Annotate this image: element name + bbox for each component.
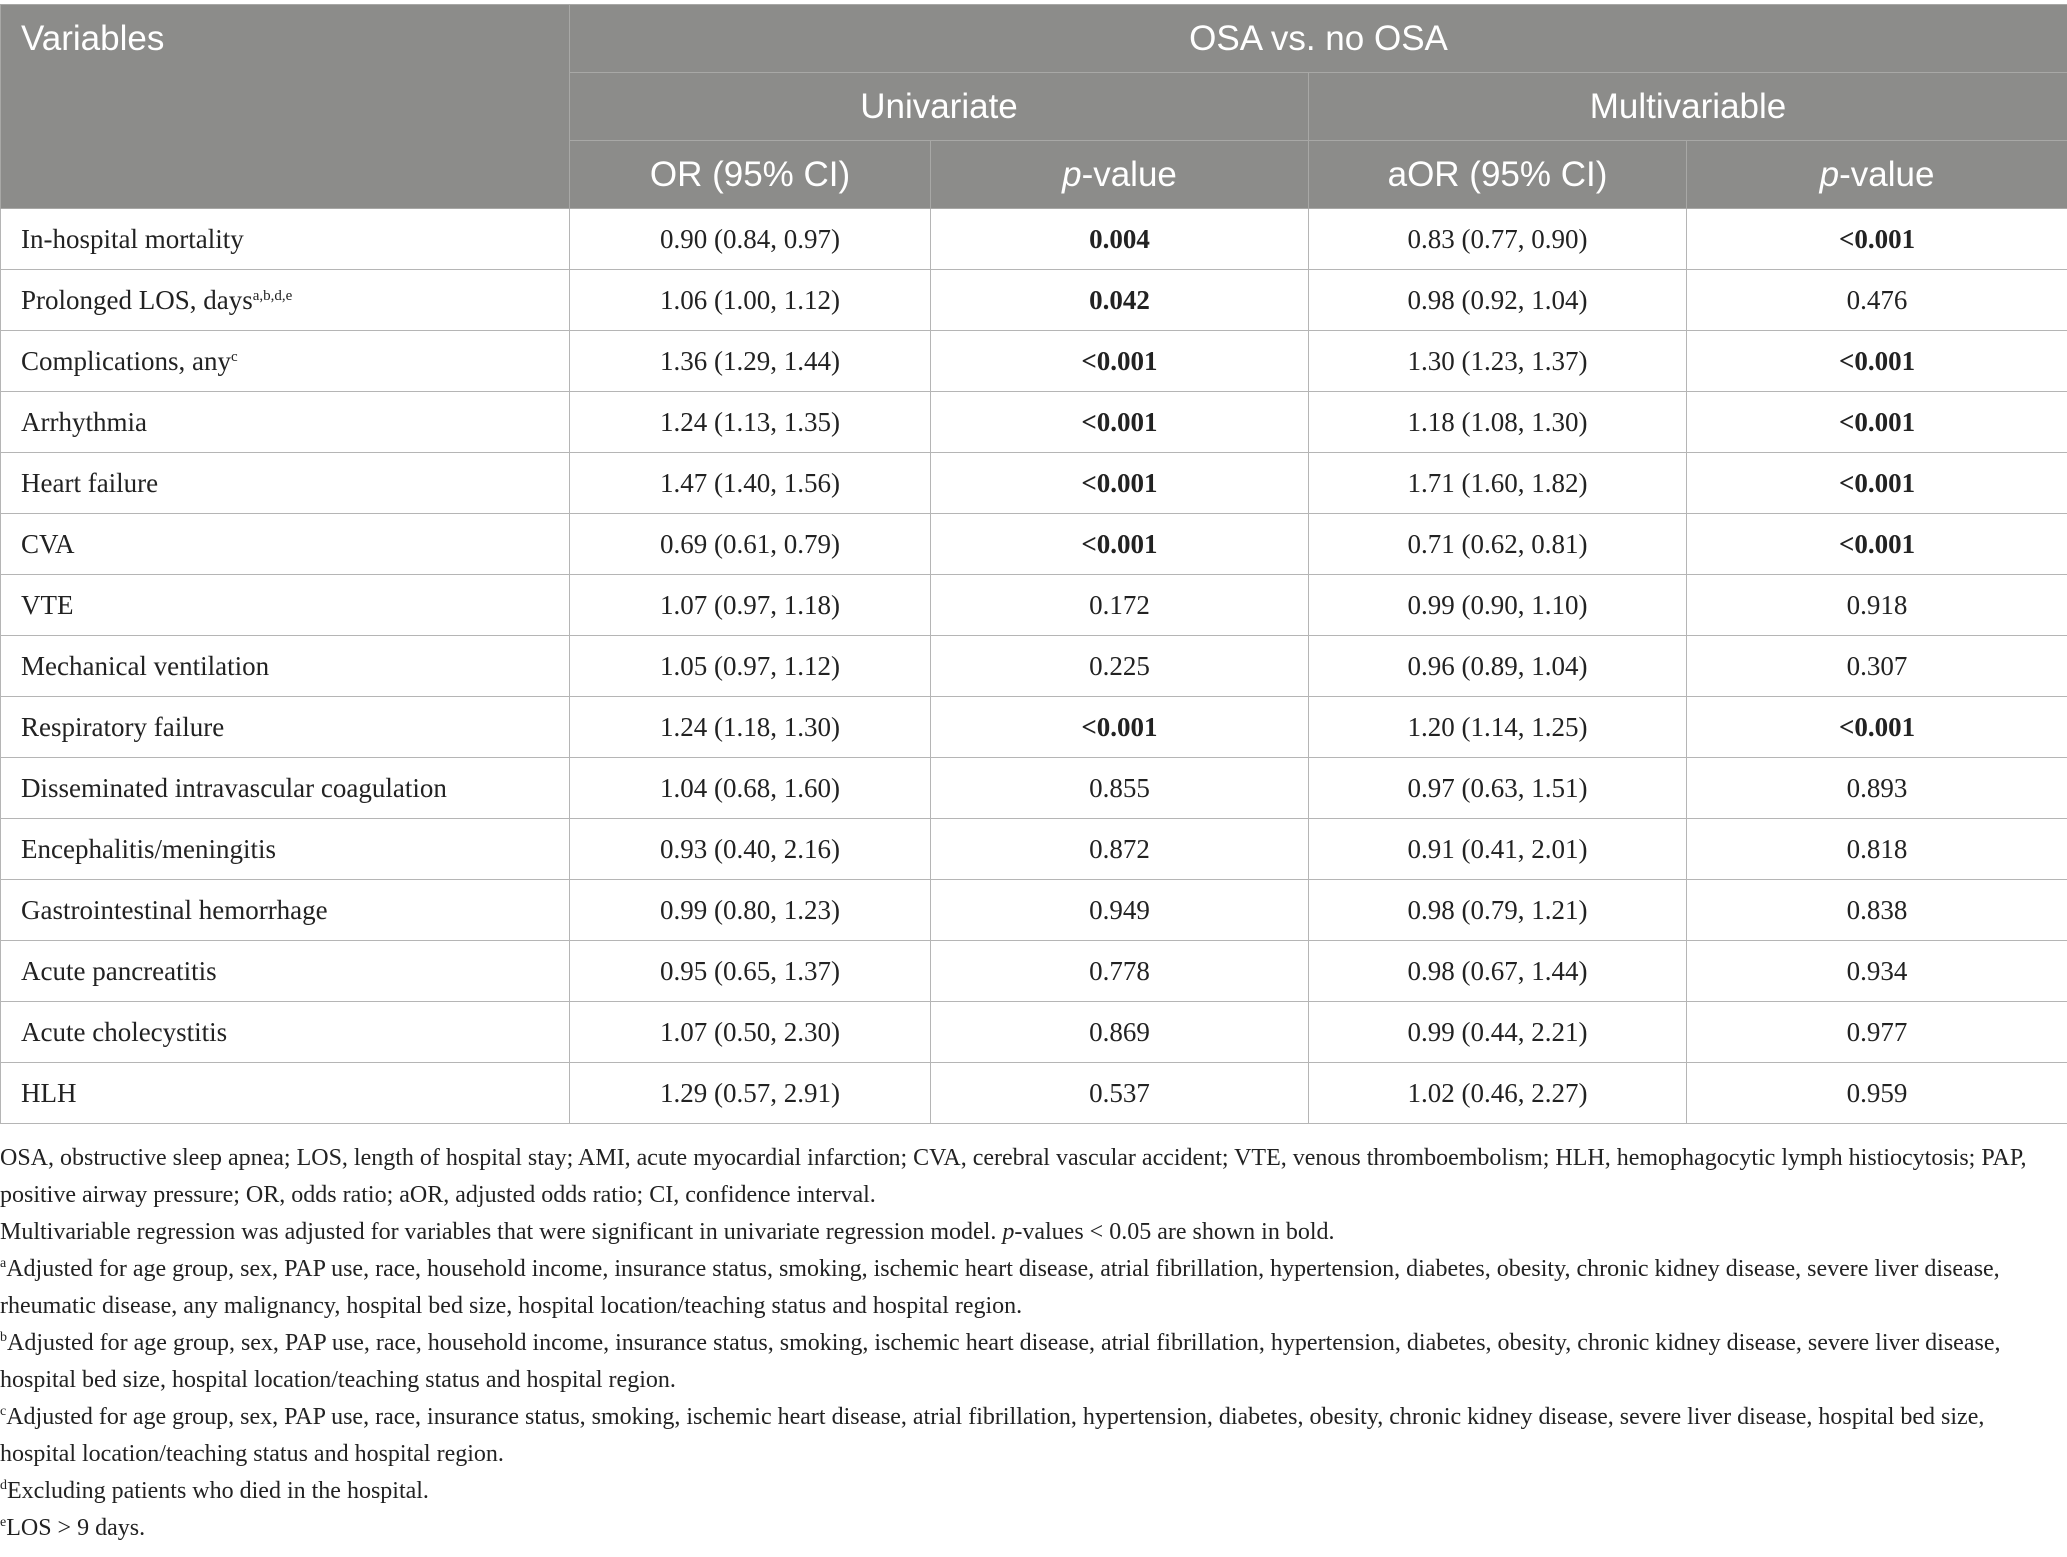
variable-cell: Complications, any$^c$ (1, 331, 570, 392)
univariate-p-value-cell: <0.001 (931, 697, 1309, 758)
variable-cell: CVA (1, 514, 570, 575)
footnote-b: $^b$Adjusted for age group, sex, PAP use, race, household income, insurance status, smoking, ischemic heart disease, atrial fibrillation, hypertension, diabetes, obesity, chronic kidney disease, severe liver disease, hospital bed size, hospital location/teaching status and hospital region. (0, 1330, 2001, 1393)
table-row (1, 331, 2067, 392)
aor-ci-header: aOR (95% CI) (1309, 141, 1687, 209)
univariate-p-value-cell: 0.004 (931, 209, 1309, 270)
or-ci-cell: 0.99 (0.80, 1.23) (570, 880, 931, 941)
table-row (1, 880, 2067, 941)
variable-cell: Respiratory failure (1, 697, 570, 758)
table-row (1, 575, 2067, 636)
aor-ci-cell: 0.99 (0.44, 2.21) (1309, 1002, 1687, 1063)
univariate-p-value-cell: 0.869 (931, 1002, 1309, 1063)
footnote-d: $^d$Excluding patients who died in the hospital. (0, 1478, 429, 1504)
aor-ci-cell: 0.97 (0.63, 1.51) (1309, 758, 1687, 819)
aor-ci-cell: 0.98 (0.92, 1.04) (1309, 270, 1687, 331)
regression-note: Multivariable regression was adjusted for variables that were significant in univariate regression model. p-values < 0.05 are shown in bold. (0, 1219, 1335, 1245)
or-ci-cell: 1.07 (0.97, 1.18) (570, 575, 931, 636)
multivariable-p-value-cell: <0.001 (1687, 453, 2067, 514)
or-ci-cell: 1.04 (0.68, 1.60) (570, 758, 931, 819)
univariate-p-value-cell: 0.778 (931, 941, 1309, 1002)
group-header: OSA vs. no OSA (570, 5, 2067, 73)
variable-cell: VTE (1, 575, 570, 636)
univariate-p-value-cell: <0.001 (931, 331, 1309, 392)
table-row (1, 392, 2067, 453)
multivariable-p-value-cell: <0.001 (1687, 331, 2067, 392)
aor-ci-cell: 1.71 (1.60, 1.82) (1309, 453, 1687, 514)
footnote-e: $^e$LOS > 9 days. (0, 1515, 146, 1541)
variable-cell: Mechanical ventilation (1, 636, 570, 697)
multivariable-p-value-cell: <0.001 (1687, 697, 2067, 758)
univariate-header: Univariate (570, 73, 1309, 141)
univariate-p-value-cell: 0.855 (931, 758, 1309, 819)
multivariable-p-value-cell: 0.307 (1687, 636, 2067, 697)
or-ci-cell: 1.05 (0.97, 1.12) (570, 636, 931, 697)
table-row (1, 270, 2067, 331)
univariate-p-value-header: p-value (931, 141, 1309, 209)
multivariable-p-value-cell: 0.934 (1687, 941, 2067, 1002)
univariate-p-value-cell: 0.537 (931, 1063, 1309, 1124)
aor-ci-cell: 0.96 (0.89, 1.04) (1309, 636, 1687, 697)
or-ci-header: OR (95% CI) (570, 141, 931, 209)
table-row (1, 941, 2067, 1002)
aor-ci-cell: 0.99 (0.90, 1.10) (1309, 575, 1687, 636)
table-row (1, 1063, 2067, 1124)
multivariable-header: Multivariable (1309, 73, 2067, 141)
variable-cell: Acute cholecystitis (1, 1002, 570, 1063)
or-ci-cell: 1.07 (0.50, 2.30) (570, 1002, 931, 1063)
multivariable-p-value-cell: 0.977 (1687, 1002, 2067, 1063)
multivariable-p-value-cell: 0.893 (1687, 758, 2067, 819)
multivariable-p-value-cell: 0.918 (1687, 575, 2067, 636)
variable-cell: Arrhythmia (1, 392, 570, 453)
table-header (1, 5, 2067, 209)
univariate-p-value-cell: 0.872 (931, 819, 1309, 880)
footnote-marker: c (230, 348, 238, 365)
or-ci-cell: 1.24 (1.18, 1.30) (570, 697, 931, 758)
variable-cell: Acute pancreatitis (1, 941, 570, 1002)
footnote-c: $^c$Adjusted for age group, sex, PAP use, race, insurance status, smoking, ischemic heart disease, atrial fibrillation, hypertension, diabetes, obesity, chronic kidney disease, severe liver disease, hospital bed size, hospital location/teaching status and hospital region. (0, 1404, 1985, 1467)
or-ci-cell: 1.29 (0.57, 2.91) (570, 1063, 931, 1124)
univariate-p-value-cell: <0.001 (931, 392, 1309, 453)
variable-cell: Gastrointestinal hemorrhage (1, 880, 570, 941)
footnote-list (0, 1251, 2060, 1547)
abbreviations-note: OSA, obstructive sleep apnea; LOS, length of hospital stay; AMI, acute myocardial infarction; CVA, cerebral vascular accident; VTE, venous thromboembolism; HLH, hemophagocytic lymph histiocytosis; PAP, positive airway pressure; OR, odds ratio; aOR, adjusted odds ratio; CI, confidence interval. (0, 1145, 2027, 1208)
aor-ci-cell: 1.30 (1.23, 1.37) (1309, 331, 1687, 392)
table-row (1, 514, 2067, 575)
univariate-p-value-cell: <0.001 (931, 514, 1309, 575)
univariate-p-value-cell: 0.172 (931, 575, 1309, 636)
or-ci-cell: 1.24 (1.13, 1.35) (570, 392, 931, 453)
or-ci-cell: 0.90 (0.84, 0.97) (570, 209, 931, 270)
aor-ci-cell: 1.20 (1.14, 1.25) (1309, 697, 1687, 758)
multivariable-p-value-cell: <0.001 (1687, 392, 2067, 453)
aor-ci-cell: 0.91 (0.41, 2.01) (1309, 819, 1687, 880)
or-ci-cell: 1.47 (1.40, 1.56) (570, 453, 931, 514)
multivariable-p-value-cell: 0.959 (1687, 1063, 2067, 1124)
variable-cell: HLH (1, 1063, 570, 1124)
multivariable-p-value-cell: <0.001 (1687, 209, 2067, 270)
variable-cell: Prolonged LOS, days$^{a,b,d,e}$ (1, 270, 570, 331)
table-body (1, 209, 2067, 1124)
aor-ci-cell: 0.83 (0.77, 0.90) (1309, 209, 1687, 270)
or-ci-cell: 0.69 (0.61, 0.79) (570, 514, 931, 575)
multivariable-p-value-cell: 0.476 (1687, 270, 2067, 331)
results-table (0, 4, 2067, 1124)
aor-ci-cell: 0.98 (0.67, 1.44) (1309, 941, 1687, 1002)
variable-cell: In-hospital mortality (1, 209, 570, 270)
table-row (1, 636, 2067, 697)
univariate-p-value-cell: <0.001 (931, 453, 1309, 514)
univariate-p-value-cell: 0.042 (931, 270, 1309, 331)
table-footnotes (0, 1140, 2060, 1547)
table-row (1, 209, 2067, 270)
multivariable-p-value-cell: 0.838 (1687, 880, 2067, 941)
variable-cell: Encephalitis/meningitis (1, 819, 570, 880)
variable-cell: Heart failure (1, 453, 570, 514)
multivariable-p-value-cell: <0.001 (1687, 514, 2067, 575)
univariate-p-value-cell: 0.225 (931, 636, 1309, 697)
or-ci-cell: 1.06 (1.00, 1.12) (570, 270, 931, 331)
univariate-p-value-cell: 0.949 (931, 880, 1309, 941)
or-ci-cell: 0.95 (0.65, 1.37) (570, 941, 931, 1002)
table-row (1, 1002, 2067, 1063)
variable-cell: Disseminated intravascular coagulation (1, 758, 570, 819)
aor-ci-cell: 0.71 (0.62, 0.81) (1309, 514, 1687, 575)
table-row (1, 697, 2067, 758)
aor-ci-cell: 1.18 (1.08, 1.30) (1309, 392, 1687, 453)
aor-ci-cell: 0.98 (0.79, 1.21) (1309, 880, 1687, 941)
footnote-marker: a,b,d,e (252, 287, 293, 304)
table-row (1, 453, 2067, 514)
or-ci-cell: 0.93 (0.40, 2.16) (570, 819, 931, 880)
footnote-a: $^a$Adjusted for age group, sex, PAP use, race, household income, insurance status, smoking, ischemic heart disease, atrial fibrillation, hypertension, diabetes, obesity, chronic kidney disease, severe liver disease, rheumatic disease, any malignancy, hospital bed size, hospital location/teaching status and hospital region. (0, 1256, 2000, 1319)
or-ci-cell: 1.36 (1.29, 1.44) (570, 331, 931, 392)
multivariable-p-value-header: p-value (1687, 141, 2067, 209)
table-row (1, 819, 2067, 880)
aor-ci-cell: 1.02 (0.46, 2.27) (1309, 1063, 1687, 1124)
multivariable-p-value-cell: 0.818 (1687, 819, 2067, 880)
variables-header: Variables (1, 5, 570, 209)
table-row (1, 758, 2067, 819)
